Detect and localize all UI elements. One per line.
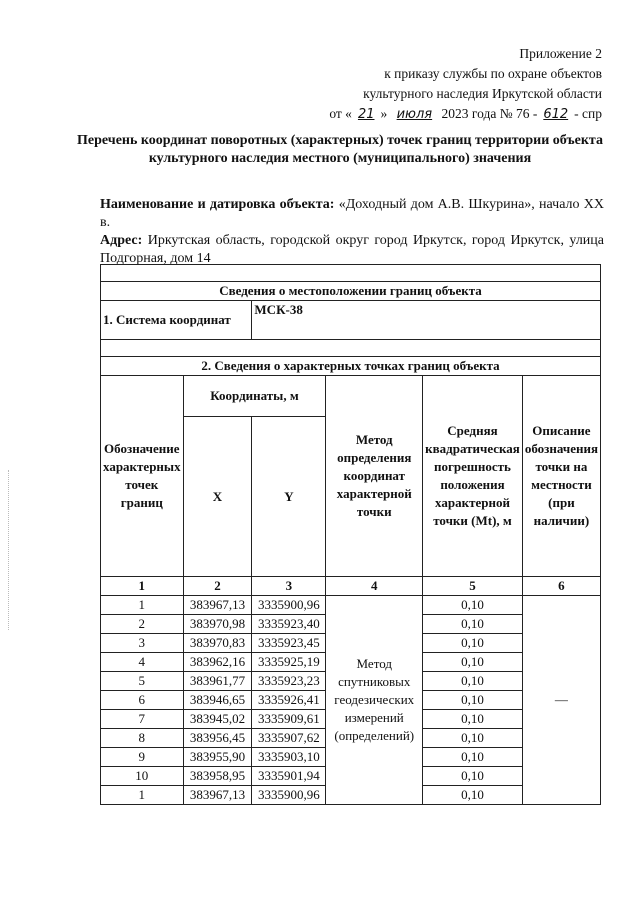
- appendix-line-2: к приказу службы по охране объектов: [384, 66, 602, 81]
- point-y: 3335923,23: [252, 672, 326, 691]
- point-error: 0,10: [423, 729, 523, 748]
- point-number: 5: [101, 672, 184, 691]
- point-error: 0,10: [423, 748, 523, 767]
- point-error: 0,10: [423, 634, 523, 653]
- point-number: 1: [101, 596, 184, 615]
- table-row: [101, 596, 601, 615]
- col-number: 5: [423, 577, 523, 596]
- col-designation-header: Обозначение характерных точек границ: [101, 376, 184, 577]
- point-x: 383967,13: [183, 596, 252, 615]
- section1-title: Сведения о местоположении границ объекта: [101, 282, 601, 301]
- order-day: 21: [357, 107, 375, 122]
- point-x: 383962,16: [183, 653, 252, 672]
- point-x: 383970,98: [183, 615, 252, 634]
- point-error: 0,10: [423, 596, 523, 615]
- col-y-header: Y: [252, 417, 326, 577]
- point-y: 3335900,96: [252, 786, 326, 805]
- point-x: 383967,13: [183, 786, 252, 805]
- section2-title: 2. Сведения о характерных точках границ объекта: [101, 357, 601, 376]
- point-number: 4: [101, 653, 184, 672]
- point-error: 0,10: [423, 653, 523, 672]
- point-x: 383956,45: [183, 729, 252, 748]
- coord-system-value: МСК-38: [252, 301, 601, 340]
- document-title: Перечень координат поворотных (характерных) точек границ территории объекта культурного наследия местного (муниципального) значения: [77, 133, 603, 166]
- col-coords-header: Координаты, м: [183, 376, 326, 417]
- point-error: 0,10: [423, 786, 523, 805]
- appendix-line-3: культурного наследия Иркутской области: [363, 86, 602, 101]
- point-error: 0,10: [423, 615, 523, 634]
- coordinates-table: [100, 264, 601, 805]
- appendix-title: Приложение 2: [519, 46, 602, 61]
- point-y: 3335907,62: [252, 729, 326, 748]
- point-y: 3335923,40: [252, 615, 326, 634]
- point-y: 3335909,61: [252, 710, 326, 729]
- object-address: Адрес: Иркутская область, городской округ город Иркутск, город Иркутск, улица Подгорная, дом 14: [100, 233, 604, 266]
- col-number: 1: [101, 577, 184, 596]
- point-y: 3335926,41: [252, 691, 326, 710]
- col-x-header: X: [183, 417, 252, 577]
- point-x: 383958,95: [183, 767, 252, 786]
- method-cell: Метод спутниковых геодезических измерений (определений): [326, 596, 423, 805]
- point-error: 0,10: [423, 672, 523, 691]
- order-line: от « 21 » июля 2023 года № 76 - 612 - спр: [329, 104, 602, 125]
- point-number: 7: [101, 710, 184, 729]
- point-number: 1: [101, 786, 184, 805]
- col-number: 6: [522, 577, 600, 596]
- points-body: [101, 596, 601, 805]
- point-error: 0,10: [423, 710, 523, 729]
- order-month: июля: [396, 107, 433, 122]
- point-number: 10: [101, 767, 184, 786]
- col-method-header: Метод определения координат характерной точки: [326, 376, 423, 577]
- description-cell: —: [522, 596, 600, 805]
- point-x: 383961,77: [183, 672, 252, 691]
- point-y: 3335903,10: [252, 748, 326, 767]
- point-y: 3335923,45: [252, 634, 326, 653]
- point-error: 0,10: [423, 691, 523, 710]
- point-number: 3: [101, 634, 184, 653]
- col-number: 3: [252, 577, 326, 596]
- point-number: 2: [101, 615, 184, 634]
- object-name: Наименование и датировка объекта: «Доходный дом А.В. Шкурина», начало XX в.: [100, 197, 605, 230]
- point-number: 6: [101, 691, 184, 710]
- point-y: 3335900,96: [252, 596, 326, 615]
- point-x: 383955,90: [183, 748, 252, 767]
- point-number: 9: [101, 748, 184, 767]
- order-number: 612: [543, 107, 569, 122]
- point-error: 0,10: [423, 767, 523, 786]
- point-x: 383970,83: [183, 634, 252, 653]
- point-y: 3335901,94: [252, 767, 326, 786]
- col-error-header: Средняя квадратическая погрешность положения характерной точки (Mt), м: [423, 376, 523, 577]
- point-x: 383945,02: [183, 710, 252, 729]
- coord-system-label: 1. Система координат: [101, 301, 252, 340]
- scan-margin-marks: [8, 470, 11, 630]
- point-y: 3335925,19: [252, 653, 326, 672]
- point-x: 383946,65: [183, 691, 252, 710]
- col-number: 2: [183, 577, 252, 596]
- col-desc-header: Описание обозначения точки на местности (при наличии): [522, 376, 600, 577]
- point-number: 8: [101, 729, 184, 748]
- col-number: 4: [326, 577, 423, 596]
- appendix-header: [329, 44, 602, 125]
